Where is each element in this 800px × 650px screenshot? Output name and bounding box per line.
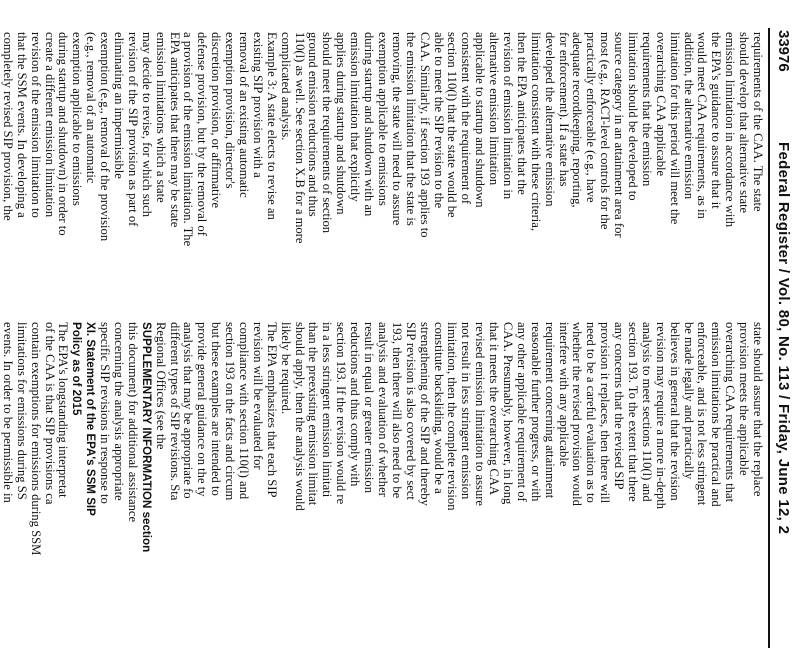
- left-column-line: exemption provision, director's: [223, 32, 238, 189]
- right-column-line: section 193. If the revision would re: [334, 322, 349, 505]
- heading-line: Policy as of 2015: [70, 322, 84, 416]
- right-column-line: than the preexisting emission limitat: [306, 322, 321, 506]
- left-column-line: consistent with the requirement of: [459, 32, 474, 205]
- left-column-line: that the SSM events. In developing a: [14, 32, 29, 218]
- left-column-line: a provision of the emission limitation. The: [181, 32, 196, 247]
- right-column-line: concerning the analysis appropriate: [112, 322, 127, 501]
- left-column-line: should meet the requirements of section: [320, 32, 335, 234]
- left-column-line: the EPA's guidance to assure that it: [709, 32, 724, 209]
- left-column-line: complicated analysis.: [278, 32, 293, 141]
- left-column-line: applies during startup and shutdown: [334, 32, 349, 215]
- left-column-line: completely revised SIP provision, the: [0, 32, 15, 221]
- left-column-line: the emission limitation that the state is: [403, 32, 418, 226]
- right-column-line: believes in general that the revision: [667, 322, 682, 501]
- left-column-line: create a different emission limitation: [42, 32, 57, 218]
- left-column-line: discretion provision, or affirmative: [209, 32, 224, 209]
- right-column-line: result in equal or greater emission: [362, 322, 377, 494]
- right-column-line: revision may require a more in-depth: [653, 322, 668, 510]
- right-column-line: Regional Offices (see the: [153, 322, 168, 450]
- right-column-line: strengthening of the SIP and thereby: [417, 322, 432, 506]
- right-column-line: overarching CAA requirements that: [723, 322, 738, 503]
- right-column-line: of the CAA is that SIP provisions ca: [42, 322, 57, 505]
- left-column-line: section 110(l) that the state would be: [445, 32, 460, 218]
- right-column-line: any concerns that the revised SIP: [612, 322, 627, 490]
- right-column-line: specific SIP revisions in response to: [98, 322, 113, 504]
- left-column-line: may decide to revise, for which such: [139, 32, 154, 217]
- left-column-line: exemption applicable to emissions: [375, 32, 390, 206]
- left-column-line: removal of an existing automatic: [237, 32, 252, 198]
- right-column-line: need to be a careful evaluation as to: [584, 322, 599, 503]
- right-column-line: should apply, then the analysis would: [292, 322, 307, 511]
- right-column-line: analysis that may be appropriate fo: [181, 322, 196, 499]
- right-column-line: The EPA's longstanding interpretat: [56, 322, 71, 498]
- left-column-line: limitation for this period will meet the: [667, 32, 682, 225]
- left-column-line: source category in an attainment area for: [612, 32, 627, 238]
- right-column-line: revision will be evaluated for: [250, 322, 265, 470]
- left-column-line: most (e.g., RACT-level controls for the: [598, 32, 613, 230]
- right-column-line: reasonable further progress, or with: [528, 322, 543, 502]
- left-column-line: limitation consistent with these criteria,: [528, 32, 543, 232]
- publication-title: Federal Register / Vol. 80, No. 113 / Friday, June 12, 2: [775, 142, 792, 535]
- left-column-line: developed the alternative emission: [542, 32, 557, 207]
- left-column-line: then the EPA anticipates that the: [514, 32, 529, 195]
- right-column-line: constitute backsliding, would be a: [431, 322, 446, 494]
- left-column-line: revision of the SIP provision as part of: [125, 32, 140, 227]
- left-column-line: during startup and shutdown) in order to: [56, 32, 71, 236]
- left-column-line: Example 3: A state elects to revise an: [264, 32, 279, 220]
- right-column-line: analysis to meet sections 110(l) and: [639, 322, 654, 502]
- page-header: [770, 30, 792, 650]
- left-column-line: emission limitation that explicitly: [348, 32, 363, 202]
- right-column-line: provision meets the applicable: [737, 322, 752, 476]
- right-column-line: contain exemptions for emissions during SSM: [28, 322, 43, 556]
- right-column-line: this document) for additional assistance: [125, 322, 140, 523]
- left-column-line: limitation should be developed to: [625, 32, 640, 201]
- left-column-line: should develop that alternative state: [737, 32, 752, 214]
- left-column-line: able to meet the SIP revision to the: [431, 32, 446, 209]
- right-column-line: compliance with section 110(l) and: [237, 322, 252, 500]
- left-column-line: adequate recordkeeping, reporting,: [570, 32, 585, 208]
- right-column-line: that it meets the overarching CAA: [487, 322, 502, 496]
- left-column-line: overarching CAA applicable: [653, 32, 668, 177]
- left-column-line: would meet CAA requirements, as in: [695, 32, 710, 219]
- right-column-line: be made legally and practically: [681, 322, 696, 480]
- page-number: 33976: [775, 30, 792, 72]
- right-column-line: state should assure that the replace: [751, 322, 765, 497]
- left-column-line: defense provision, but by the removal of: [195, 32, 210, 236]
- left-column-line: (e.g., removal of an automatic: [84, 32, 99, 184]
- heading-line: XI. Statement of the EPA's SSM SIP: [84, 322, 98, 516]
- left-column-line: requirements that the emission: [639, 32, 654, 187]
- right-column-line: events. In order to be permissible in: [0, 322, 15, 503]
- right-column-line: whether the revised provision would: [570, 322, 585, 506]
- right-column-line: The EPA emphasizes that each SIP: [264, 322, 279, 498]
- left-column-line: during startup and shutdown with an: [362, 32, 377, 217]
- right-column-line: enforceable, and is not less stringent: [695, 322, 710, 506]
- right-column-line: in a less stringent emission limitati: [320, 322, 335, 498]
- left-column-line: EPA anticipates that there may be state: [167, 32, 182, 228]
- right-column-line: analysis and evaluation of whether: [375, 322, 390, 497]
- left-column-line: exemption (e.g., removal of the provision: [98, 32, 113, 242]
- right-column-line: section 193. To the extent that there: [625, 322, 640, 502]
- left-column-line: exemption applicable to emissions: [70, 32, 85, 206]
- left-column-line: 110(l) as well. See section X.B for a more: [292, 32, 307, 244]
- right-column-line: any other applicable requirement of: [514, 322, 529, 502]
- left-column-line: requirements of the CAA. The state: [751, 32, 765, 212]
- left-column-line: practically enforceable (e.g., have: [584, 32, 599, 203]
- left-column-line: addition, the alternative emission: [681, 32, 696, 200]
- left-column-line: existing SIP provision with a: [250, 32, 265, 178]
- left-column-line: CAA. Similarly, if section 193 applies to: [417, 32, 432, 238]
- left-column-line: removing, the state will need to assure: [389, 32, 404, 226]
- right-column-line: 193, then there will also need to be: [389, 322, 404, 499]
- right-column-line: revised emission limitation to assure: [473, 322, 488, 506]
- right-column-line: section 193 on the facts and circum: [223, 322, 238, 501]
- right-column-line: limitation, then the complete revision: [445, 322, 460, 511]
- left-column-line: emission limitation in accordance with: [723, 32, 738, 228]
- right-column-line: provide general guidance on the ty: [195, 322, 210, 497]
- left-text-column: [0, 32, 765, 304]
- right-column-line: emission limitations be practical and: [709, 322, 724, 507]
- right-column-line: likely be required.: [278, 322, 293, 414]
- left-column-line: emission limitations which a state: [153, 32, 168, 203]
- right-column-line: CAA. Presumably, however, in long: [500, 322, 515, 505]
- left-column-line: revision of emission limitation in: [500, 32, 515, 200]
- left-column-line: for enforcement). If a state has: [556, 32, 571, 187]
- right-column-line: provision it replaces, then there will: [598, 322, 613, 504]
- right-column-line: SIP revision is also covered by sect: [403, 322, 418, 500]
- header-rule: [768, 28, 770, 648]
- left-column-line: revision of the emission limitation to: [28, 32, 43, 218]
- left-column-line: applicable to startup and shutdown: [473, 32, 488, 208]
- right-column-line: interfere with any applicable: [556, 322, 571, 467]
- heading-line: SUPPLEMENTARY INFORMATION section: [139, 322, 153, 553]
- left-column-line: ground emission reductions and thus: [306, 32, 321, 217]
- right-column-line: not result in less stringent emission: [459, 322, 474, 500]
- right-column-line: different types of SIP revisions. Sta: [167, 322, 182, 501]
- right-column-line: but these examples are intended to: [209, 322, 224, 496]
- left-column-line: eliminating an impermissible: [112, 32, 127, 179]
- right-column-line: requirement concerning attainment: [542, 322, 557, 499]
- right-text-column: [0, 322, 765, 627]
- right-column-line: reductions and thus comply with: [348, 322, 363, 487]
- right-column-line: limitations for emissions during SS: [14, 322, 29, 500]
- left-column-line: alternative emission limitation: [487, 32, 502, 186]
